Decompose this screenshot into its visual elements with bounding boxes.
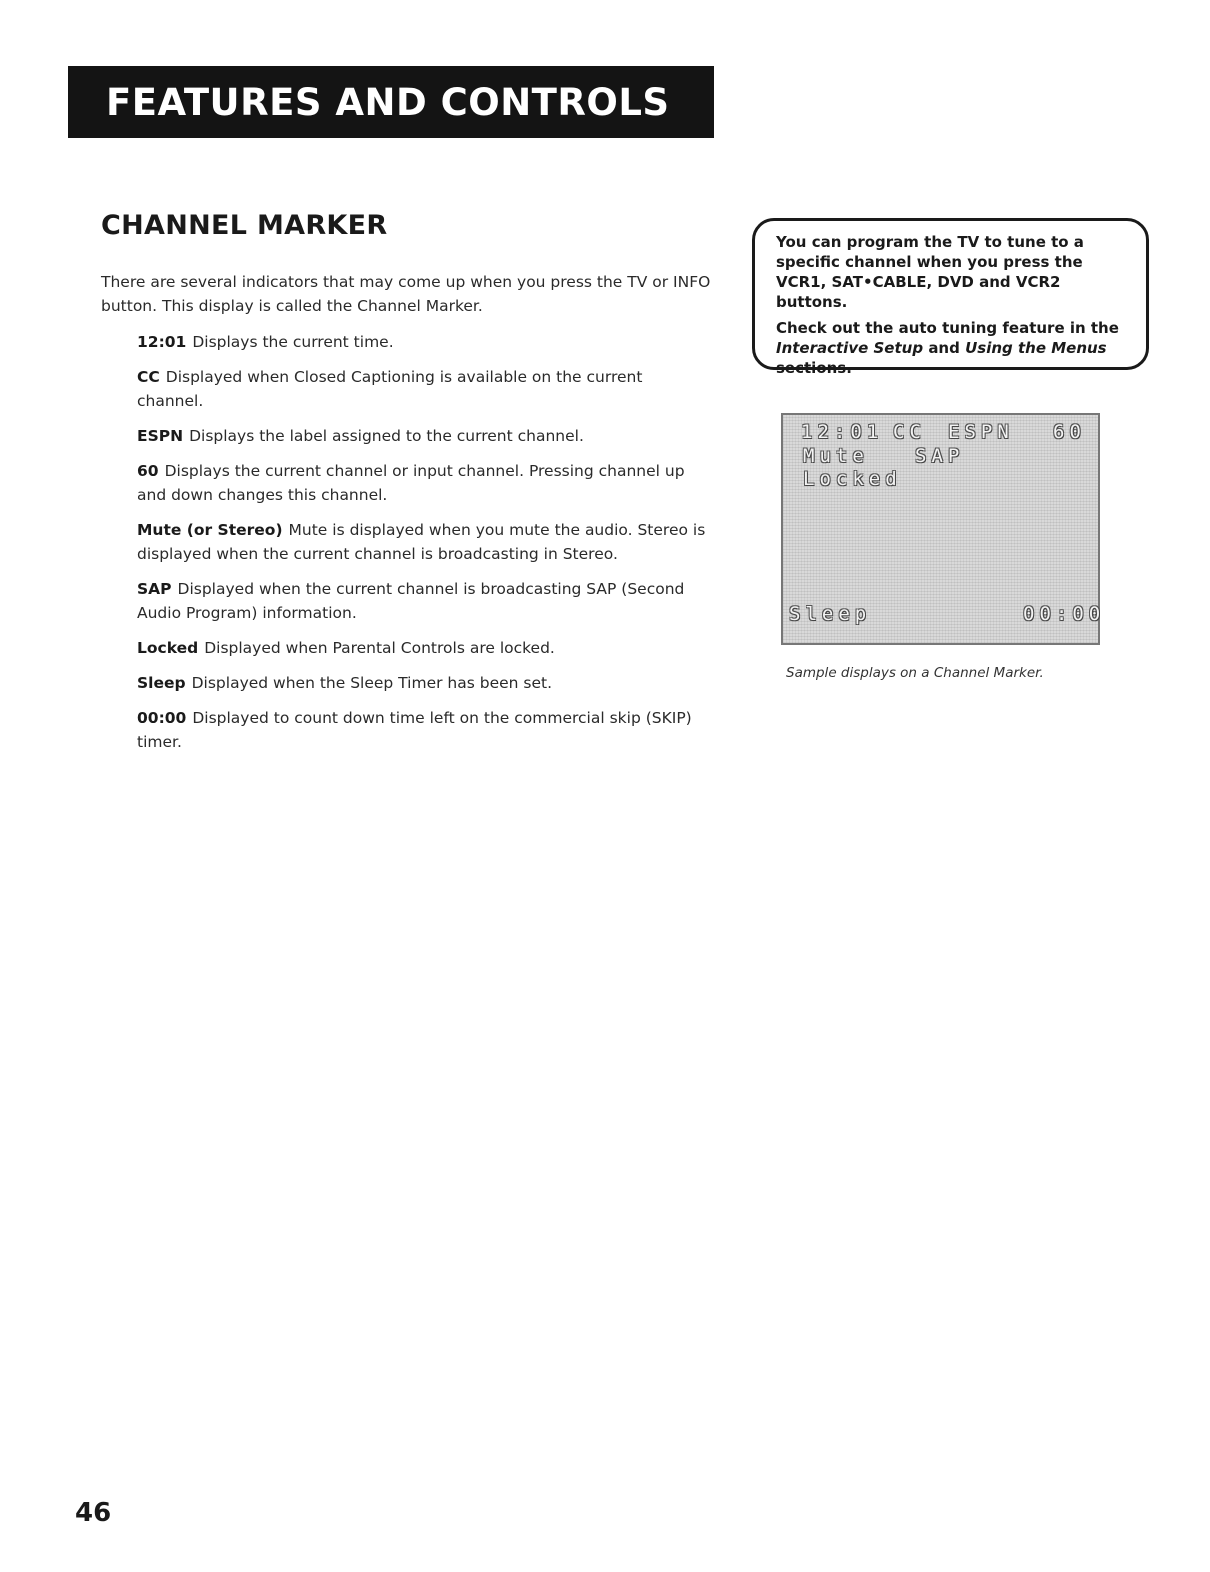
item-term: Locked — [137, 639, 199, 657]
page-number: 46 — [75, 1498, 112, 1528]
list-item — [137, 671, 713, 695]
osd-skip-timer: 00:00 — [1023, 603, 1106, 625]
osd-sleep: Sleep — [789, 603, 872, 625]
osd-mute: Mute — [803, 445, 869, 467]
item-term: Sleep — [137, 674, 186, 692]
item-description: Displays the label assigned to the current channel. — [189, 427, 584, 445]
item-description: Displayed to count down time left on the commercial skip (SKIP) timer. — [137, 709, 692, 751]
osd-cc: CC — [893, 421, 926, 443]
section-title: FEATURES AND CONTROLS — [106, 80, 670, 124]
item-term: SAP — [137, 580, 172, 598]
screen-caption: Sample displays on a Channel Marker. — [786, 665, 1044, 681]
page-title: CHANNEL MARKER — [101, 210, 388, 241]
tip-text-2-part1: Check out the auto tuning feature in the — [776, 319, 1119, 337]
list-item — [137, 459, 713, 507]
list-item — [137, 636, 713, 660]
item-term: 60 — [137, 462, 159, 480]
item-description: Mute is displayed when you mute the audio. Stereo is displayed when the current channel is broadcasting in Stereo. — [137, 521, 706, 563]
item-description: Displayed when Parental Controls are locked. — [204, 639, 555, 657]
list-item — [137, 706, 713, 754]
item-description: Displays the current channel or input channel. Pressing channel up and down changes this channel. — [137, 462, 685, 504]
item-term: ESPN — [137, 427, 184, 445]
list-item — [137, 518, 713, 566]
osd-channel-number: 60 — [1053, 421, 1086, 443]
tip-text-2-part3: sections. — [776, 359, 852, 377]
section-header-banner — [68, 66, 714, 138]
indicator-list — [137, 330, 713, 765]
osd-time: 12:01 — [801, 421, 884, 443]
channel-marker-screen — [781, 413, 1106, 645]
tip-box — [752, 218, 1149, 377]
tip-text-2-part2: and — [928, 339, 960, 357]
tip-link-interactive-setup: Interactive Setup — [776, 339, 924, 357]
item-description: Displayed when Closed Captioning is available on the current channel. — [137, 368, 643, 410]
item-description: Displays the current time. — [192, 333, 394, 351]
osd-sap: SAP — [915, 445, 965, 467]
item-description: Displayed when the Sleep Timer has been set. — [191, 674, 553, 692]
tip-link-using-the-menus: Using the Menus — [965, 339, 1107, 357]
item-term: Mute (or Stereo) — [137, 521, 283, 539]
osd-channel-label: ESPN — [948, 421, 1014, 443]
intro-paragraph: There are several indicators that may come up when you press the TV or INFO button. This display is called the Channel Marker. — [101, 273, 711, 315]
list-item — [137, 424, 713, 448]
item-description: Displayed when the current channel is broadcasting SAP (Second Audio Program) information. — [137, 580, 685, 622]
osd-locked: Locked — [803, 468, 902, 490]
item-term: CC — [137, 368, 160, 386]
item-term: 00:00 — [137, 709, 187, 727]
tip-text-1: You can program the TV to tune to a specific channel when you press the VCR1, SAT•CABLE, DVD and VCR2 buttons. — [776, 233, 1084, 311]
item-term: 12:01 — [137, 333, 187, 351]
list-item — [137, 365, 713, 413]
list-item — [137, 330, 713, 354]
tip-text-2 — [776, 318, 1132, 378]
list-item — [137, 577, 713, 625]
